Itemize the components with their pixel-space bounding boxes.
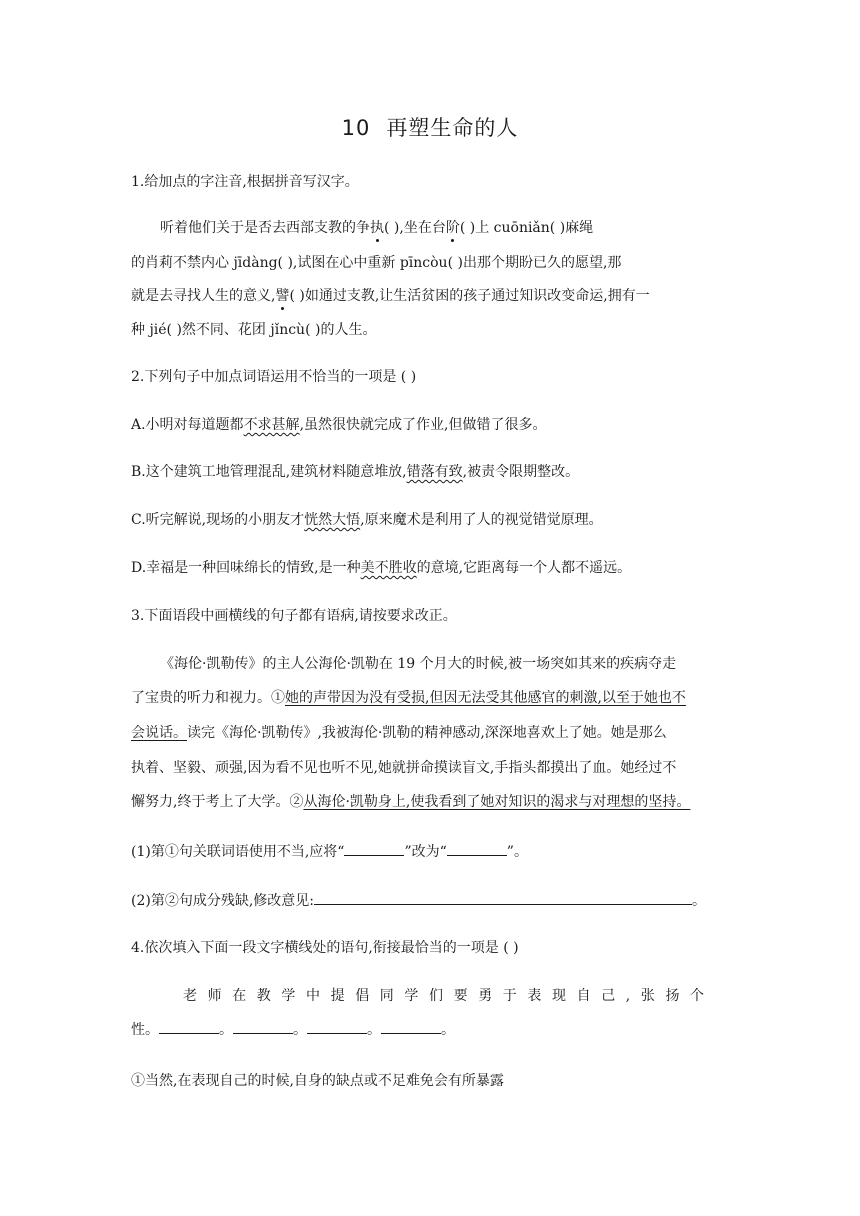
q4-passage-line-1 (183, 986, 783, 1006)
q3-subquestion-1 (131, 842, 731, 862)
answer-blank[interactable] (344, 842, 404, 856)
text-segment: ( )上 cuōniǎn( )麻绳 (459, 220, 594, 236)
text-segment: 性。 (131, 1022, 159, 1038)
underlined-sentence-1: 她的声带因为没有受损,但因无法受其他感官的刺激,以至于她也不 (285, 690, 686, 706)
q3-subquestion-2 (131, 891, 731, 911)
dotted-char: 执 (370, 220, 384, 236)
answer-blank[interactable] (314, 891, 692, 905)
text-segment: 。 (692, 893, 706, 909)
q4-stem: 4.依次填入下面一段文字横线处的语句,衔接最恰当的一项是 ( ) (131, 940, 519, 956)
text-segment: 。 (293, 1022, 307, 1038)
text-segment: A.小明对每道题都 (131, 417, 244, 433)
text-segment: 听着他们关于是否去西部支教的争 (160, 220, 370, 236)
text-segment: 老师在教学中提倡同学们要勇于表现自己,张扬个 (183, 988, 715, 1004)
q2-option-a (131, 415, 731, 435)
q3-passage-line-1: 《海伦·凯勒传》的主人公海伦·凯勒在 19 个月大的时候,被一场突如其来的疾病夺走 (160, 656, 677, 672)
lesson-number: 10 (341, 116, 371, 140)
answer-blank[interactable] (447, 842, 507, 856)
marked-phrase: 不求甚解 (243, 417, 300, 433)
q4-option-1: ①当然,在表现自己的时候,自身的缺点或不足难免会有所暴露 (131, 1073, 504, 1089)
text-segment: ,被责令限期整改。 (462, 464, 580, 480)
q2-option-c (131, 510, 731, 530)
answer-blank[interactable] (381, 1020, 441, 1034)
text-segment: ,虽然很快就完成了作业,但做错了很多。 (299, 417, 547, 433)
text-segment: 。 (441, 1022, 455, 1038)
answer-blank[interactable] (307, 1020, 367, 1034)
q3-passage-line-2 (131, 688, 731, 708)
q1-line-3 (131, 286, 731, 306)
q1-line-2: 的肖莉不禁内心 jīdàng( ),试图在心中重新 pīncòu( )出那个期盼已久的愿望,那 (131, 255, 622, 271)
text-segment: ( ),坐在台 (384, 220, 446, 236)
text-segment: C.听完解说,现场的小朋友才 (131, 512, 305, 528)
text-segment: ”改为“ (404, 844, 447, 860)
q3-passage-line-5 (131, 792, 731, 812)
q4-passage-line-2 (131, 1020, 731, 1040)
text-segment: 懈努力,终于考上了大学。② (131, 794, 304, 810)
text-segment: 就是去寻找人生的意义, (131, 288, 276, 304)
q1-line-1 (160, 218, 760, 238)
q1-stem: 1.给加点的字注音,根据拼音写汉字。 (131, 174, 359, 190)
q3-passage-line-3 (131, 723, 731, 743)
page-title (0, 112, 860, 142)
dotted-char: 譬 (275, 288, 290, 304)
dotted-char: 阶 (445, 220, 460, 236)
q2-option-d (131, 558, 731, 578)
text-segment: ”。 (506, 844, 528, 860)
text-segment: 。 (219, 1022, 233, 1038)
text-segment: 了宝贵的听力和视力。① (131, 690, 285, 706)
answer-blank[interactable] (159, 1020, 219, 1034)
answer-blank[interactable] (233, 1020, 293, 1034)
text-segment: (1)第①句关联词语使用不当,应将“ (131, 844, 345, 860)
text-segment: 。 (367, 1022, 381, 1038)
text-segment: 读完《海伦·凯勒传》,我被海伦·凯勒的精神感动,深深地喜欢上了她。她是那么 (187, 725, 667, 741)
text-segment: (2)第②句成分残缺,修改意见: (131, 893, 314, 909)
q1-line-4: 种 jié( )然不同、花团 jǐncù( )的人生。 (131, 322, 377, 338)
q2-stem: 2.下列句子中加点词语运用不恰当的一项是 ( ) (131, 369, 417, 385)
underlined-sentence-1-end: 会说话。 (131, 725, 187, 741)
marked-phrase: 美不胜收 (360, 560, 417, 576)
q2-option-b (131, 462, 731, 482)
text-segment: ,原来魔术是利用了人的视觉错觉原理。 (360, 512, 603, 528)
lesson-title: 再塑生命的人 (386, 116, 519, 140)
q3-passage-line-4: 执着、坚毅、顽强,因为看不见也听不见,她就拼命摸读盲文,手指头都摸出了血。她经过不 (131, 760, 677, 776)
q3-stem: 3.下面语段中画横线的句子都有语病,请按要求改正。 (131, 608, 457, 624)
text-segment: D.幸福是一种回味绵长的情致,是一种 (131, 560, 361, 576)
underlined-sentence-2: 从海伦·凯勒身上,使我看到了她对知识的渴求与对理想的坚持。 (303, 794, 691, 810)
text-segment: B.这个建筑工地管理混乱,建筑材料随意堆放, (131, 464, 407, 480)
text-segment: 的意境,它距离每一个人都不遥远。 (416, 560, 632, 576)
marked-phrase: 恍然大悟 (304, 512, 361, 528)
text-segment: ( )如通过支教,让生活贫困的孩子通过知识改变命运,拥有一 (289, 288, 650, 304)
marked-phrase: 错落有致 (406, 464, 463, 480)
